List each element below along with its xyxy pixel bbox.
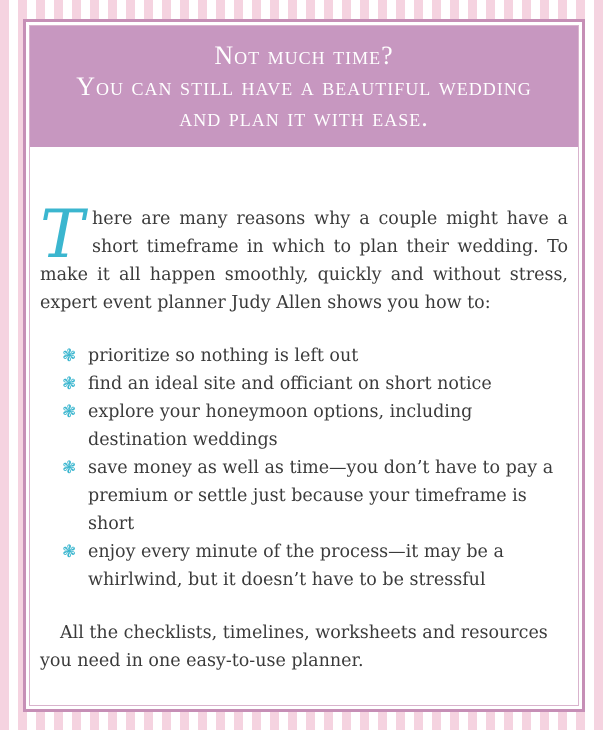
header-line-2: You can still have a beautiful wedding <box>76 72 532 101</box>
snowflake-asterisk-icon: ❃ <box>62 402 77 422</box>
list-item-text: explore your honeymoon options, including destination weddings <box>88 402 473 450</box>
header-line-1: Not much time? <box>214 41 394 70</box>
intro-text: here are many reasons why a couple might have a short timeframe in which to plan their wedding. To make it all happen smoothly, quickly and without stress, expert event planner Judy Allen shows you how to: <box>40 208 568 313</box>
benefit-list <box>40 342 568 594</box>
list-item-text: prioritize so nothing is left out <box>88 346 359 366</box>
snowflake-asterisk-icon: ❃ <box>62 346 77 366</box>
list-item <box>54 454 568 538</box>
header-line-3: and plan it with ease. <box>179 103 429 132</box>
list-item <box>54 370 568 398</box>
intro-paragraph <box>40 195 568 317</box>
list-item <box>54 538 568 594</box>
list-item-text: enjoy every minute of the process—it may be a whirlwind, but it doesn’t have to be stressful <box>88 542 504 590</box>
snowflake-asterisk-icon: ❃ <box>62 542 77 562</box>
closing-paragraph: All the checklists, timelines, worksheets and resources you need in one easy-to-use planner. <box>40 622 548 671</box>
drop-cap: T <box>40 195 85 273</box>
list-item <box>54 342 568 370</box>
list-item <box>54 398 568 454</box>
header-banner <box>30 26 578 147</box>
list-item-text: save money as well as time—you don’t have to pay a premium or settle just because your timeframe is short <box>88 458 554 534</box>
snowflake-asterisk-icon: ❃ <box>62 458 77 478</box>
list-item-text: find an ideal site and officiant on short notice <box>88 374 492 394</box>
snowflake-asterisk-icon: ❃ <box>62 374 77 394</box>
promo-card <box>23 19 585 712</box>
